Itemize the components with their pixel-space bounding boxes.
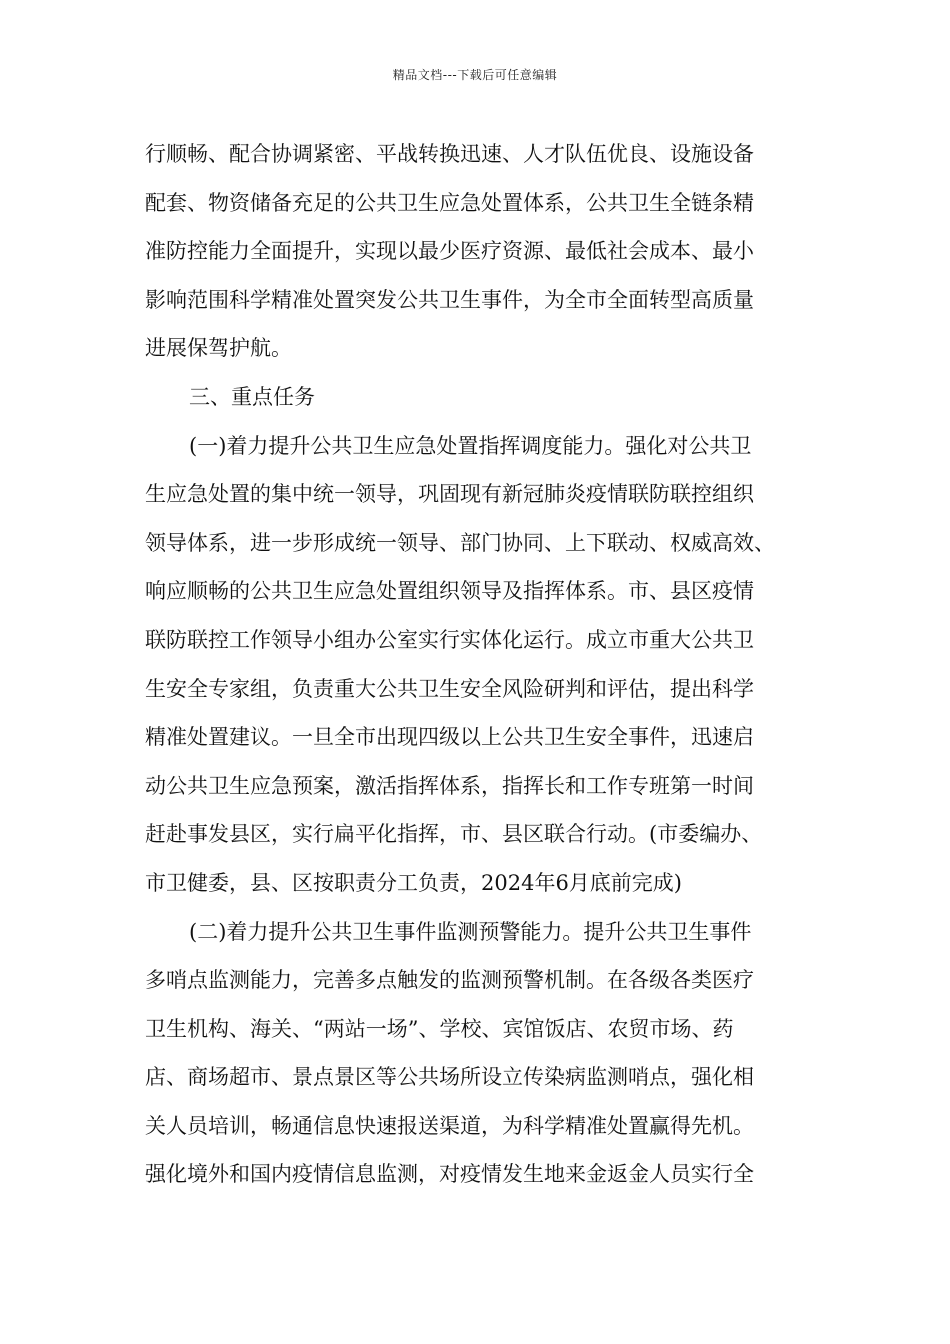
text-line: 店、商场超市、景点景区等公共场所设立传染病监测哨点，强化相	[145, 1065, 754, 1090]
text-line: (二)着力提升公共卫生事件监测预警能力。提升公共卫生事件	[189, 919, 752, 944]
text-line: 动公共卫生应急预案，激活指挥体系，指挥长和工作专班第一时间	[145, 773, 754, 798]
text-line: 关人员培训，畅通信息快速报送渠道，为科学精准处置赢得先机。	[145, 1113, 754, 1138]
text-line: 行顺畅、配合协调紧密、平战转换迅速、人才队伍优良、设施设备	[145, 142, 754, 166]
text-line: 赶赴事发县区，实行扁平化指挥，市、县区联合行动。(市委编办、	[145, 822, 763, 847]
text-line: (一)着力提升公共卫生应急处置指挥调度能力。强化对公共卫	[189, 433, 752, 458]
text-line: 强化境外和国内疫情信息监测，对疫情发生地来金返金人员实行全	[145, 1162, 754, 1187]
text-line: 领导体系，进一步形成统一领导、部门协同、上下联动、权威高效、	[145, 530, 775, 555]
document-body	[145, 130, 810, 1199]
text-line: 影响范围科学精准处置突发公共卫生事件，为全市全面转型高质量	[145, 287, 754, 312]
text-line: 配套、物资储备充足的公共卫生应急处置体系，公共卫生全链条精	[145, 190, 754, 215]
text-line: 准防控能力全面提升，实现以最少医疗资源、最低社会成本、最小	[145, 239, 754, 264]
text-line: 进展保驾护航。	[145, 336, 292, 361]
text-line: 生应急处置的集中统一领导，巩固现有新冠肺炎疫情联防联控组织	[145, 482, 754, 507]
text-line: 卫生机构、海关、“两站一场”、学校、宾馆饭店、农贸市场、药	[145, 1016, 734, 1041]
text-line: 三、重点任务	[189, 384, 315, 409]
text-line: 响应顺畅的公共卫生应急处置组织领导及指挥体系。市、县区疫情	[145, 579, 754, 604]
text-line: 生安全专家组，负责重大公共卫生安全风险研判和评估，提出科学	[145, 676, 754, 701]
text-line: 联防联控工作领导小组办公室实行实体化运行。成立市重大公共卫	[145, 627, 754, 652]
page-header: 精品文档---下载后可任意编辑	[392, 68, 558, 82]
text-line: 多哨点监测能力，完善多点触发的监测预警机制。在各级各类医疗	[145, 968, 754, 993]
text-line: 市卫健委，县、区按职责分工负责，2024年6月底前完成)	[145, 870, 682, 895]
text-line: 精准处置建议。一旦全市出现四级以上公共卫生安全事件，迅速启	[145, 725, 754, 750]
